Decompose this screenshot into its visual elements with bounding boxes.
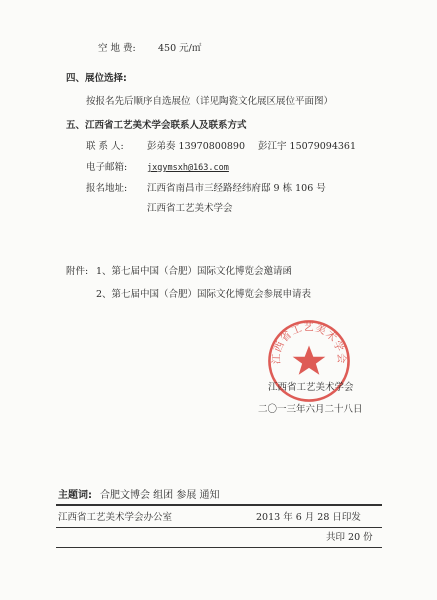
footer-rule-middle bbox=[56, 527, 382, 528]
seal-text: 江西省工艺美术学会 bbox=[270, 321, 348, 365]
contact-label: 联 系 人: bbox=[86, 141, 124, 152]
fee-label: 空 地 费: bbox=[98, 43, 136, 54]
subject-label: 主题词: bbox=[58, 490, 92, 501]
subject-terms: 合肥文博会 组团 参展 通知 bbox=[100, 490, 220, 501]
copies: 共印 20 份 bbox=[326, 532, 373, 543]
print-date: 2013 年 6 月 28 日印发 bbox=[256, 512, 361, 523]
attachment-item-1: 1、第七届中国（合肥）国际文化博览会邀请函 bbox=[96, 266, 293, 277]
contact-1: 彭弟奏 13970800890 bbox=[147, 141, 246, 152]
section4-title: 四、展位选择: bbox=[66, 73, 127, 84]
signature-date: 二〇一三年六月二十八日 bbox=[258, 404, 363, 415]
address-label: 报名地址: bbox=[86, 183, 128, 194]
seal-star-icon bbox=[293, 346, 326, 375]
section5-title: 五、江西省工艺美术学会联系人及联系方式 bbox=[66, 120, 247, 131]
email-label: 电子邮箱: bbox=[86, 162, 128, 173]
attachment-item-2: 2、第七届中国（合肥）国际文化博览会参展申请表 bbox=[96, 289, 312, 300]
address-line2: 江西省工艺美术学会 bbox=[147, 203, 233, 214]
fee-value: 450 元/㎡ bbox=[158, 43, 202, 54]
footer-rule-top bbox=[56, 504, 382, 506]
issuer: 江西省工艺美术学会办公室 bbox=[58, 512, 173, 523]
address-line1: 江西省南昌市三经路经纬府邸 9 栋 106 号 bbox=[147, 183, 326, 194]
signature-org: 江西省工艺美术学会 bbox=[268, 382, 354, 393]
contact-2: 彭江宇 15079094361 bbox=[258, 141, 357, 152]
section4-body: 按报名先后顺序自选展位（详见陶瓷文化展区展位平面图） bbox=[86, 96, 334, 107]
attachment-label: 附件: bbox=[66, 266, 89, 277]
footer-rule-bottom bbox=[56, 547, 382, 548]
email-link[interactable]: jxgymsxh@163.com bbox=[147, 163, 229, 173]
